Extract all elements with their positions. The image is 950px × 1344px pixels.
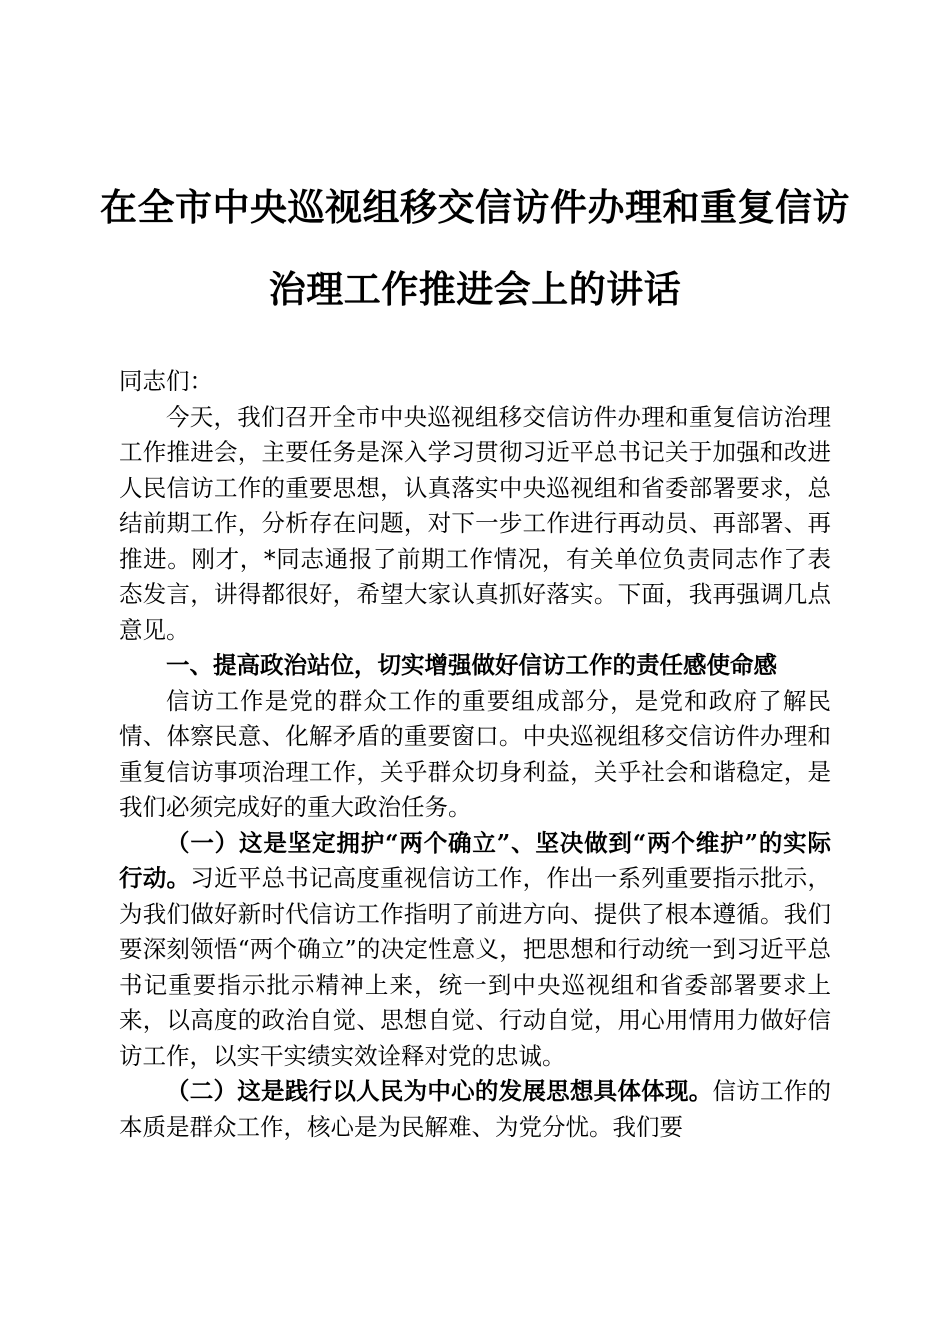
- point-1-lead: （一）这是坚定拥护“两个确立”、坚决做到“两个维护”的实际行动。: [119, 828, 831, 892]
- paragraph-section-1: 信访工作是党的群众工作的重要组成部分，是党和政府了解民情、体察民意、化解矛盾的重要窗口。中央巡视组移交信访件办理和重复信访事项治理工作，关乎群众切身利益，关乎社会和谐稳定，是我们必须完成好的重大政治任务。: [119, 686, 831, 821]
- document-title: [100, 166, 850, 330]
- paragraph-point-1: [119, 826, 831, 1075]
- point-1-text: 习近平总书记高度重视信访工作，作出一系列重要指示批示，为我们做好新时代信访工作指明了前进方向、提供了根本遵循。我们要深刻领悟“两个确立”的决定性意义，把思想和行动统一到习近平总书记重要指示批示精神上来，统一到中央巡视组和省委部署要求上来，以高度的政治自觉、思想自觉、行动自觉，用心用情用力做好信访工作，以实干实绩实效诠释对党的忠诚。: [119, 864, 832, 1070]
- title-line-2: 治理工作推进会上的讲话: [268, 267, 682, 311]
- section-heading-1: 一、提高政治站位，切实增强做好信访工作的责任感使命感: [166, 651, 777, 679]
- paragraph-intro: 今天，我们召开全市中央巡视组移交信访件办理和重复信访治理工作推进会，主要任务是深入学习贯彻习近平总书记关于加强和改进人民信访工作的重要思想，认真落实中央巡视组和省委部署要求，总结前期工作，分析存在问题，对下一步工作进行再动员、再部署、再推进。刚才，*同志通报了前期工作情况，有关单位负责同志作了表态发言，讲得都很好，希望大家认真抓好落实。下面，我再强调几点意见。: [119, 402, 831, 644]
- point-2-lead: （二）这是践行以人民为中心的发展思想具体体现。: [166, 1077, 713, 1105]
- salutation: 同志们：: [119, 367, 213, 395]
- paragraph-point-2: [119, 1074, 831, 1145]
- document-body: [119, 364, 831, 1145]
- title-line-1: 在全市中央巡视组移交信访件办理和重复信访: [100, 185, 850, 229]
- point-2-text: 信访工作的本质是群众工作，核心是为民解难、为党分忧。我们要: [119, 1077, 832, 1141]
